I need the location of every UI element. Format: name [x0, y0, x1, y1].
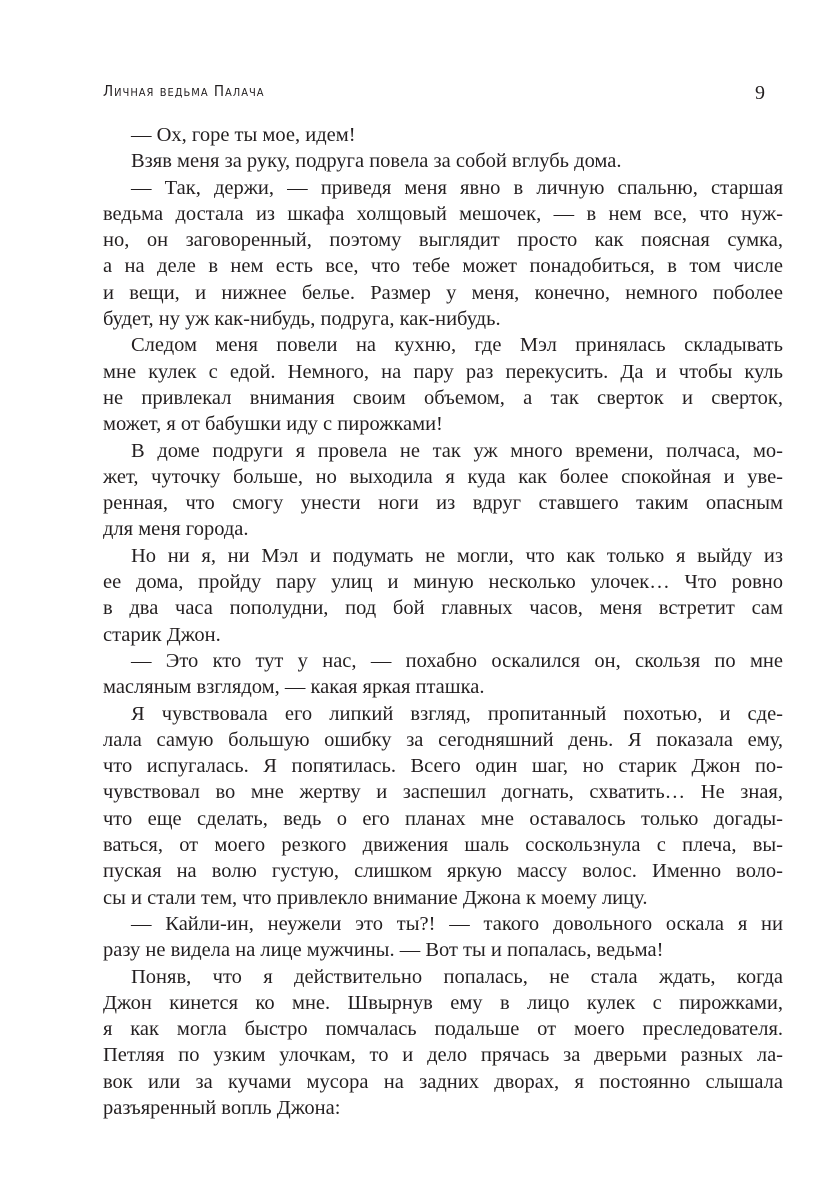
text-line: разу не видела на лице мужчины. — Вот ты и попалась, ведьма! [103, 939, 664, 962]
text-line: — Это кто тут у нас, — похабно оскалился он, скользя по мне [131, 649, 783, 672]
text-line: а на деле в нем есть все, что тебе может понадобиться, в том числе [103, 255, 783, 278]
paragraph [103, 964, 783, 1122]
text-line: но, он заговоренный, поэтому выглядит просто как поясная сумка, [103, 229, 783, 252]
text-line: ваться, от моего резкого движения шаль соскользнула с плеча, вы- [103, 834, 783, 857]
text-line: пуская на волю густую, слишком яркую массу волос. Именно воло- [103, 860, 783, 883]
text-line: В доме подруги я провела не так уж много времени, полчаса, мо- [131, 439, 783, 462]
text-line: Петляя по узким улочкам, то и дело прячась за дверьми разных ла- [103, 1044, 783, 1067]
text-line: Но ни я, ни Мэл и подумать не могли, что как только я выйду из [131, 544, 783, 567]
text-line: вок или за кучами мусора на задних дворах, я постоянно слышала [103, 1070, 783, 1093]
text-line: сы и стали тем, что привлекло внимание Джона к моему лицу. [103, 886, 648, 909]
running-title: Личная ведьма Палача [103, 82, 265, 100]
text-line: может, я от бабушки иду с пирожками! [103, 413, 443, 436]
text-line: в два часа пополудни, под бой главных часов, меня встретит сам [103, 597, 783, 620]
paragraph [103, 648, 783, 701]
text-line: ренная, что смогу унести ноги из вдруг ставшего таким опасным [103, 492, 783, 515]
text-line: не привлекал внимания своим объемом, а так сверток и сверток, [103, 386, 783, 409]
paragraph [103, 438, 783, 543]
text-line: и вещи, и нижнее белье. Размер у меня, конечно, немного поболее [103, 281, 783, 304]
text-line: для меня города. [103, 518, 249, 541]
text-line: Взяв меня за руку, подруга повела за собой вглубь дома. [131, 150, 622, 173]
text-line: Я чувствовала его липкий взгляд, пропитанный похотью, и сде- [131, 702, 783, 725]
text-line: будет, ну уж как-нибудь, подруга, как-нибудь. [103, 308, 501, 331]
paragraph [103, 543, 783, 648]
text-line: — Ох, горе ты мое, идем! [131, 124, 356, 146]
text-line: Следом меня повели на кухню, где Мэл принялась складывать [131, 334, 783, 357]
text-line: чувствовал во мне жертву и заспешил догнать, схватить… Не зная, [103, 781, 783, 804]
paragraph [103, 148, 783, 174]
paragraph [103, 122, 783, 148]
text-line: Поняв, что я действительно попалась, не стала ждать, когда [131, 965, 783, 988]
text-line: старик Джон. [103, 623, 221, 646]
text-line: я как могла быстро помчалась подальше от моего преследователя. [103, 1018, 783, 1041]
paragraph [103, 701, 783, 911]
text-line: что испугалась. Я попятилась. Всего один шаг, но старик Джон по- [103, 755, 783, 778]
body-text [103, 122, 783, 1121]
page-number: 9 [755, 82, 765, 104]
text-line: лала самую большую ошибку за сегодняшний день. Я показала ему, [103, 728, 783, 751]
text-line: мне кулек с едой. Немного, на пару раз перекусить. Да и чтобы куль [103, 360, 783, 383]
text-line: ведьма достала из шкафа холщовый мешочек, — в нем все, что нуж- [103, 202, 783, 225]
text-line: масляным взглядом, — какая яркая пташка. [103, 676, 485, 699]
page-header [103, 82, 765, 110]
paragraph [103, 911, 783, 964]
text-line: — Так, держи, — приведя меня явно в личную спальню, старшая [131, 176, 783, 199]
paragraph [103, 175, 783, 333]
text-line: — Кайли-ин, неужели это ты?! — такого довольного оскала я ни [131, 912, 783, 935]
text-line: ее дома, пройду пару улиц и миную несколько улочек… Что ровно [103, 571, 783, 594]
text-line: Джон кинется ко мне. Швырнув ему в лицо кулек с пирожками, [103, 991, 783, 1014]
text-line: разъяренный вопль Джона: [103, 1096, 341, 1119]
text-line: что еще сделать, ведь о его планах мне оставалось только догады- [103, 807, 783, 830]
paragraph [103, 332, 783, 437]
text-line: жет, чуточку больше, но выходила я куда как более спокойная и уве- [103, 465, 783, 488]
